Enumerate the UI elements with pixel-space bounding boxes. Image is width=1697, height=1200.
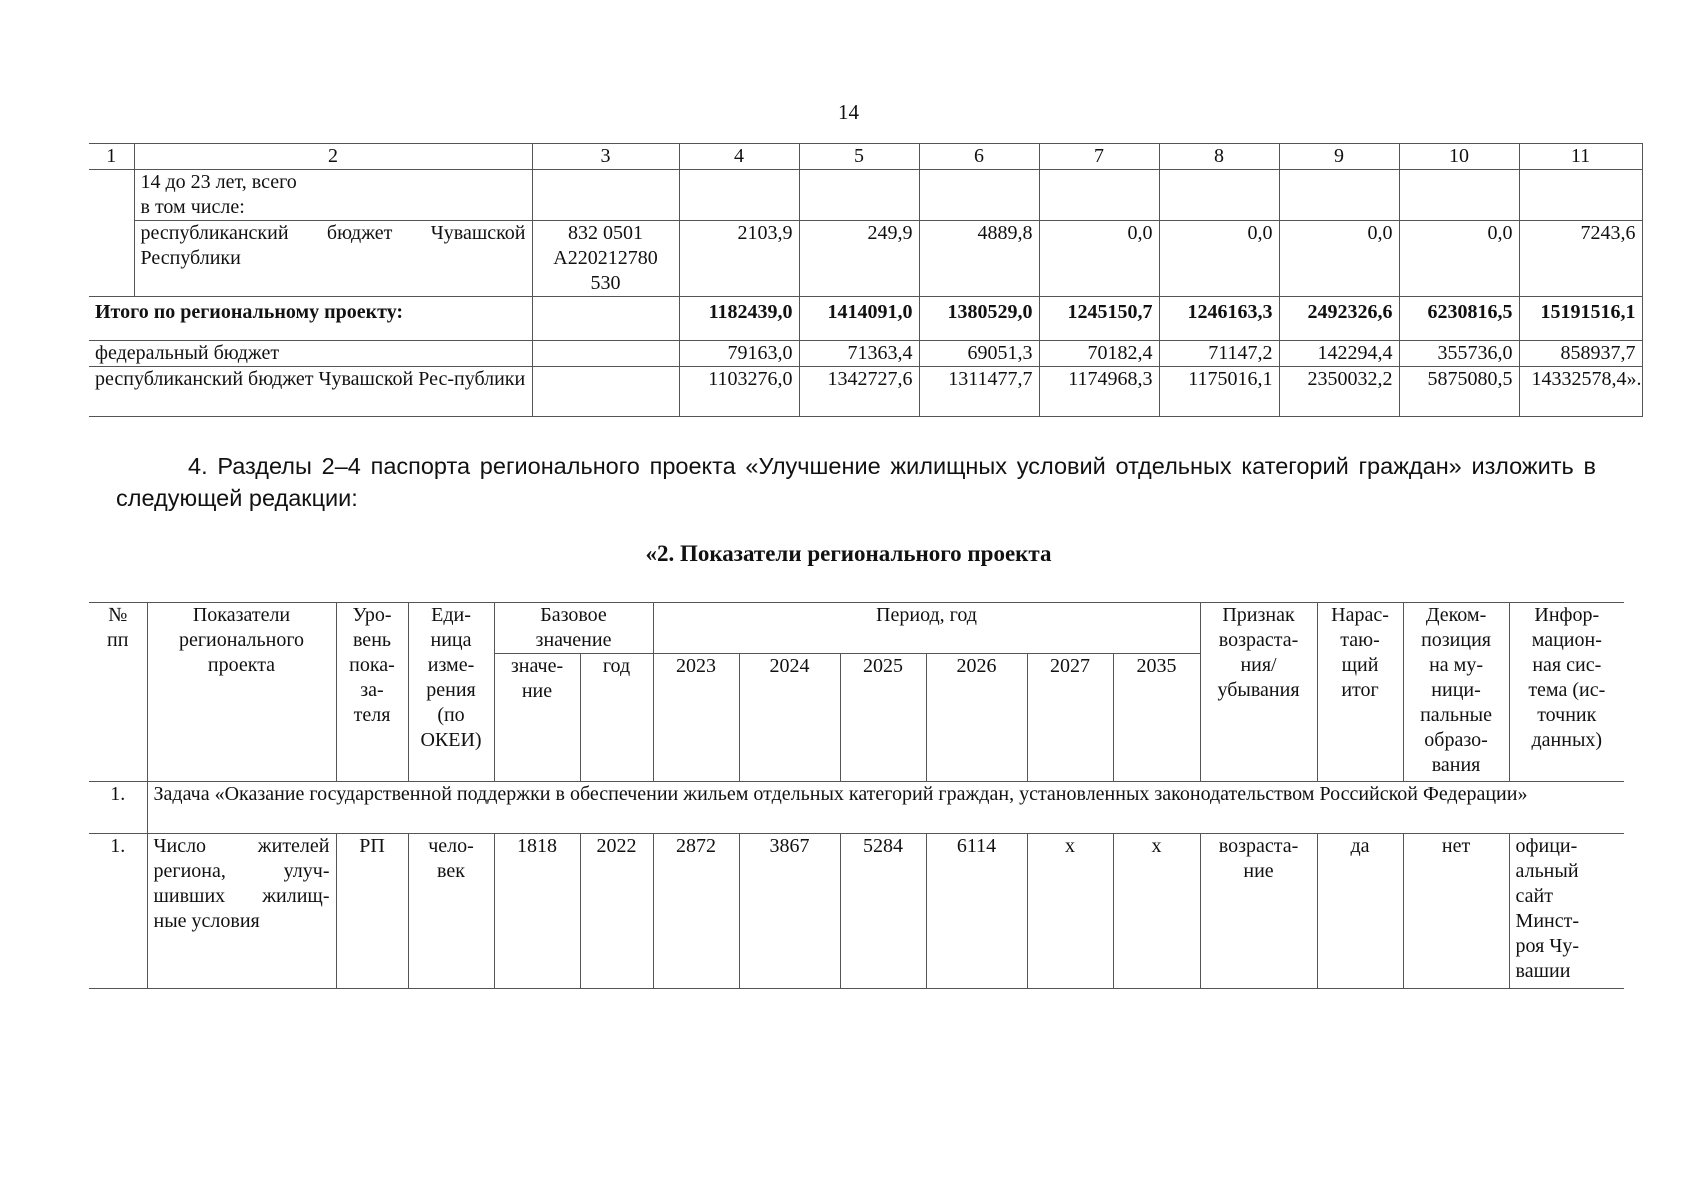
- value-cell: 79163,0: [679, 341, 799, 367]
- base-value-cell: 1818: [494, 834, 580, 989]
- value-cell: 1414091,0: [799, 297, 919, 341]
- header-cell: Нарас- таю- щий итог: [1317, 603, 1403, 782]
- column-number: 7: [1039, 144, 1159, 170]
- value-cell: [679, 170, 799, 221]
- page-number: 14: [838, 100, 859, 124]
- financing-table: [89, 143, 1643, 417]
- value-cell: 3867: [739, 834, 840, 989]
- column-number: 10: [1399, 144, 1519, 170]
- value-cell: [1519, 170, 1642, 221]
- column-number: 4: [679, 144, 799, 170]
- row-name: федеральный бюджет: [89, 341, 532, 367]
- column-number: 3: [532, 144, 679, 170]
- value-cell: 1245150,7: [1039, 297, 1159, 341]
- value-cell: [1039, 170, 1159, 221]
- value-cell: 6230816,5: [1399, 297, 1519, 341]
- value-cell: 1342727,6: [799, 367, 919, 417]
- sign-cell: возраста- ние: [1200, 834, 1317, 989]
- column-number: 11: [1519, 144, 1642, 170]
- header-cell: год: [580, 654, 653, 782]
- year-header: 2027: [1027, 654, 1113, 782]
- table-header-row: [89, 144, 1642, 170]
- column-number: 5: [799, 144, 919, 170]
- header-cell: Показатели регионального проекта: [147, 603, 336, 782]
- budget-code: [532, 367, 679, 417]
- value-cell: [919, 170, 1039, 221]
- column-number: 8: [1159, 144, 1279, 170]
- header-cell: Еди- ница изме- рения (по ОКЕИ): [408, 603, 494, 782]
- value-cell: 1246163,3: [1159, 297, 1279, 341]
- indicator-name: Число жителей региона, улуч-шивших жилищ-ные условия: [147, 834, 336, 989]
- body-paragraph: 4. Разделы 2–4 паспорта регионального проекта «Улучшение жилищных условий отдельных категорий граждан» изложить в следующей редакции:: [116, 453, 1596, 511]
- value-cell: 1182439,0: [679, 297, 799, 341]
- value-cell: [1159, 170, 1279, 221]
- value-cell: 0,0: [1159, 221, 1279, 297]
- value-cell: 71147,2: [1159, 341, 1279, 367]
- value-cell: 70182,4: [1039, 341, 1159, 367]
- value-cell: 858937,7: [1519, 341, 1642, 367]
- value-cell: х: [1027, 834, 1113, 989]
- value-cell: 2350032,2: [1279, 367, 1399, 417]
- value-cell: 142294,4: [1279, 341, 1399, 367]
- column-number: 6: [919, 144, 1039, 170]
- value-cell: [799, 170, 919, 221]
- year-header: 2025: [840, 654, 926, 782]
- value-cell: 69051,3: [919, 341, 1039, 367]
- value-cell: 1174968,3: [1039, 367, 1159, 417]
- header-cell: Период, год: [653, 603, 1200, 654]
- total-row: [89, 297, 1642, 341]
- year-header: 2035: [1113, 654, 1200, 782]
- task-text: Задача «Оказание государственной поддержки в обеспечении жильем отдельных категорий граждан, установленных законодательством Российской Федерации»: [147, 782, 1624, 834]
- header-cell: Инфор- мацион- ная сис- тема (ис- точник данных): [1509, 603, 1624, 782]
- value-cell: 14332578,4».: [1519, 367, 1642, 417]
- task-row: [89, 782, 1624, 834]
- value-cell: 0,0: [1039, 221, 1159, 297]
- year-header: 2024: [739, 654, 840, 782]
- value-cell: 249,9: [799, 221, 919, 297]
- value-cell: 0,0: [1279, 221, 1399, 297]
- value-cell: 5284: [840, 834, 926, 989]
- table-row: [89, 834, 1624, 989]
- section-title: «2. Показатели регионального проекта: [645, 541, 1052, 566]
- level-cell: РП: [336, 834, 408, 989]
- indicators-table: [89, 602, 1624, 989]
- value-cell: 0,0: [1399, 221, 1519, 297]
- table-row: [89, 367, 1642, 417]
- column-number: 1: [89, 144, 134, 170]
- header-cell: № пп: [89, 603, 147, 782]
- value-cell: 5875080,5: [1399, 367, 1519, 417]
- header-cell: Деком- позиция на му- ници- пальные образо- вания: [1403, 603, 1509, 782]
- year-header: 2026: [926, 654, 1027, 782]
- decomposition-cell: нет: [1403, 834, 1509, 989]
- row-name: 14 до 23 лет, всего в том числе:: [134, 170, 532, 221]
- value-cell: 71363,4: [799, 341, 919, 367]
- value-cell: 2103,9: [679, 221, 799, 297]
- year-header: 2023: [653, 654, 739, 782]
- header-cell: Признак возраста- ния/ убывания: [1200, 603, 1317, 782]
- unit-cell: чело- век: [408, 834, 494, 989]
- budget-code: 832 0501 А220212780 530: [532, 221, 679, 297]
- row-name: республиканский бюджет Чувашской Рес-публики: [89, 367, 532, 417]
- value-cell: 1103276,0: [679, 367, 799, 417]
- budget-code: [532, 341, 679, 367]
- row-number: 1.: [89, 834, 147, 989]
- value-cell: 6114: [926, 834, 1027, 989]
- total-label: Итого по региональному проекту:: [89, 297, 532, 341]
- table-row: [89, 170, 1642, 221]
- value-cell: х: [1113, 834, 1200, 989]
- table-row: [89, 221, 1642, 297]
- base-year-cell: 2022: [580, 834, 653, 989]
- column-number: 9: [1279, 144, 1399, 170]
- value-cell: 4889,8: [919, 221, 1039, 297]
- row-number: 1.: [89, 782, 147, 834]
- value-cell: 15191516,1: [1519, 297, 1642, 341]
- value-cell: 2872: [653, 834, 739, 989]
- value-cell: 1311477,7: [919, 367, 1039, 417]
- table-header-row: [89, 603, 1624, 654]
- cumulative-cell: да: [1317, 834, 1403, 989]
- header-cell: Уро- вень пока- за- теля: [336, 603, 408, 782]
- header-cell: значе- ние: [494, 654, 580, 782]
- value-cell: 1380529,0: [919, 297, 1039, 341]
- value-cell: [1279, 170, 1399, 221]
- value-cell: 7243,6: [1519, 221, 1642, 297]
- budget-code: [532, 297, 679, 341]
- info-system-cell: офици- альный сайт Минст- роя Чу- вашии: [1509, 834, 1624, 989]
- header-cell: Базовое значение: [494, 603, 653, 654]
- budget-code: [532, 170, 679, 221]
- value-cell: 355736,0: [1399, 341, 1519, 367]
- value-cell: [1399, 170, 1519, 221]
- value-cell: 2492326,6: [1279, 297, 1399, 341]
- value-cell: 1175016,1: [1159, 367, 1279, 417]
- row-name: республиканский бюджет Чувашской Республики: [134, 221, 532, 297]
- empty-cell: [89, 170, 134, 297]
- table-row: [89, 341, 1642, 367]
- column-number: 2: [134, 144, 532, 170]
